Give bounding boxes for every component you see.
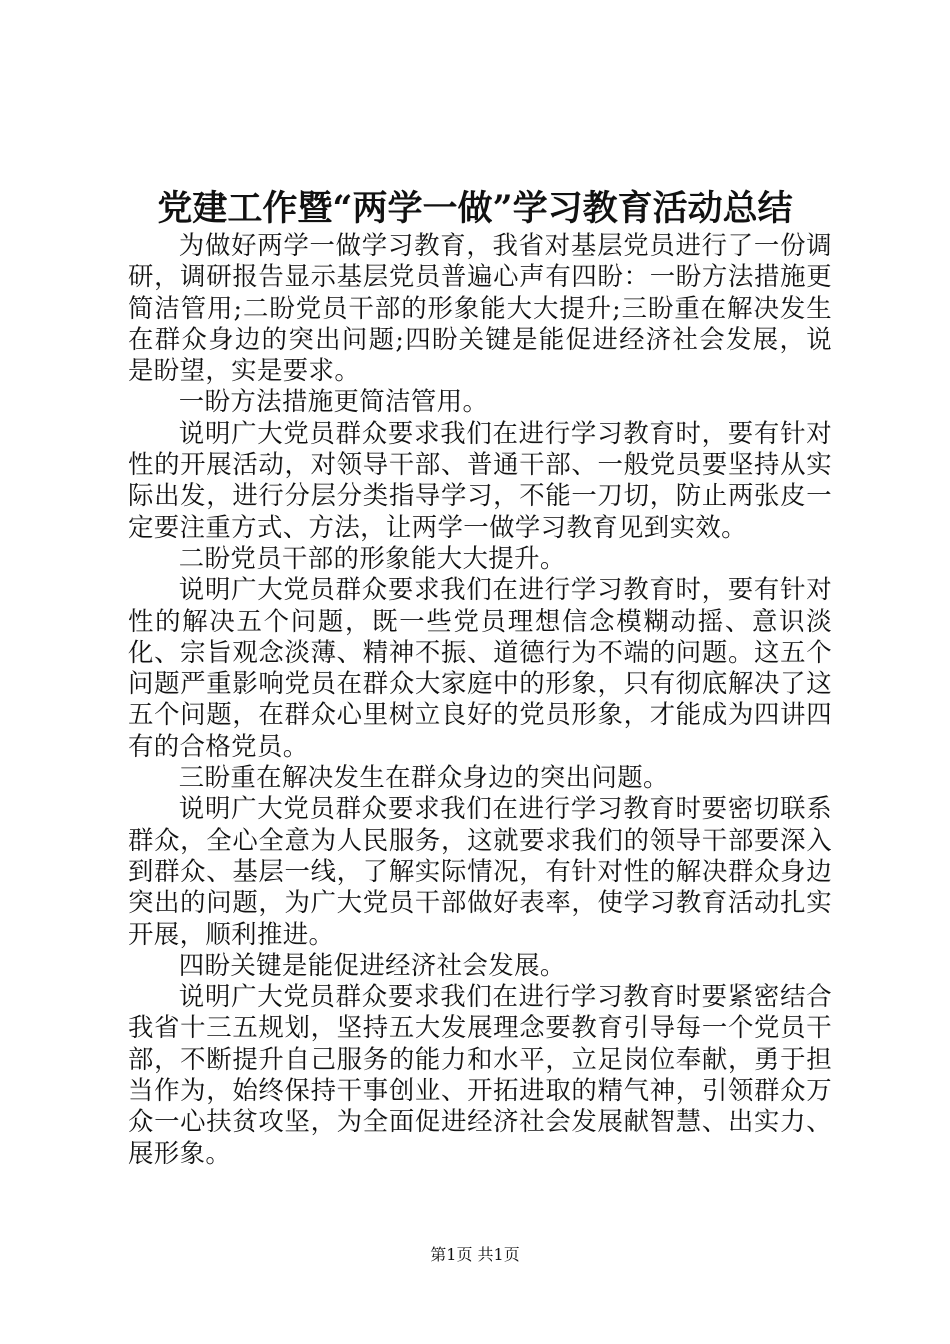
paragraph-explanation-2: 说明广大党员群众要求我们在进行学习教育时，要有针对性的解决五个问题，既一些党员理想信念模糊动摇、意识淡化、宗旨观念淡薄、精神不振、道德行为不端的问题。这五个问题严重影响党员在群众大家庭中的形象，只有彻底解决了这五个问题，在群众心里树立良好的党员形象，才能成为四讲四有的合格党员。	[128, 574, 832, 761]
page-footer: 第1页 共1页	[430, 1245, 520, 1264]
document-body	[128, 230, 832, 1169]
paragraph-heading-1: 一盼方法措施更简洁管用。	[178, 386, 489, 417]
paragraph-heading-3: 三盼重在解决发生在群众身边的突出问题。	[178, 762, 669, 793]
paragraph-heading-2: 二盼党员干部的形象能大大提升。	[178, 542, 566, 573]
paragraph-intro: 为做好两学一做学习教育，我省对基层党员进行了一份调研，调研报告显示基层党员普遍心声有四盼：一盼方法措施更简洁管用;二盼党员干部的形象能大大提升;三盼重在解决发生在群众身边的突出问题;四盼关键是能促进经济社会发展，说是盼望，实是要求。	[128, 230, 832, 386]
paragraph-explanation-1: 说明广大党员群众要求我们在进行学习教育时，要有针对性的开展活动，对领导干部、普通干部、一般党员要坚持从实际出发，进行分层分类指导学习，不能一刀切，防止两张皮一定要注重方式、方法，让两学一做学习教育见到实效。	[128, 417, 832, 542]
paragraph-explanation-4: 说明广大党员群众要求我们在进行学习教育时要紧密结合我省十三五规划，坚持五大发展理念要教育引导每一个党员干部，不断提升自己服务的能力和水平，立足岗位奉献，勇于担当作为，始终保持干事创业、开拓进取的精气神，引领群众万众一心扶贫攻坚，为全面促进经济社会发展献智慧、出实力、展形象。	[128, 981, 832, 1168]
document-title: 党建工作暨“两学一做”学习教育活动总结	[157, 188, 793, 229]
paragraph-heading-4: 四盼关键是能促进经济社会发展。	[178, 949, 566, 980]
paragraph-explanation-3: 说明广大党员群众要求我们在进行学习教育时要密切联系群众，全心全意为人民服务，这就要求我们的领导干部要深入到群众、基层一线，了解实际情况，有针对性的解决群众身边突出的问题，为广大党员干部做好表率，使学习教育活动扎实开展，顺利推进。	[128, 793, 832, 949]
